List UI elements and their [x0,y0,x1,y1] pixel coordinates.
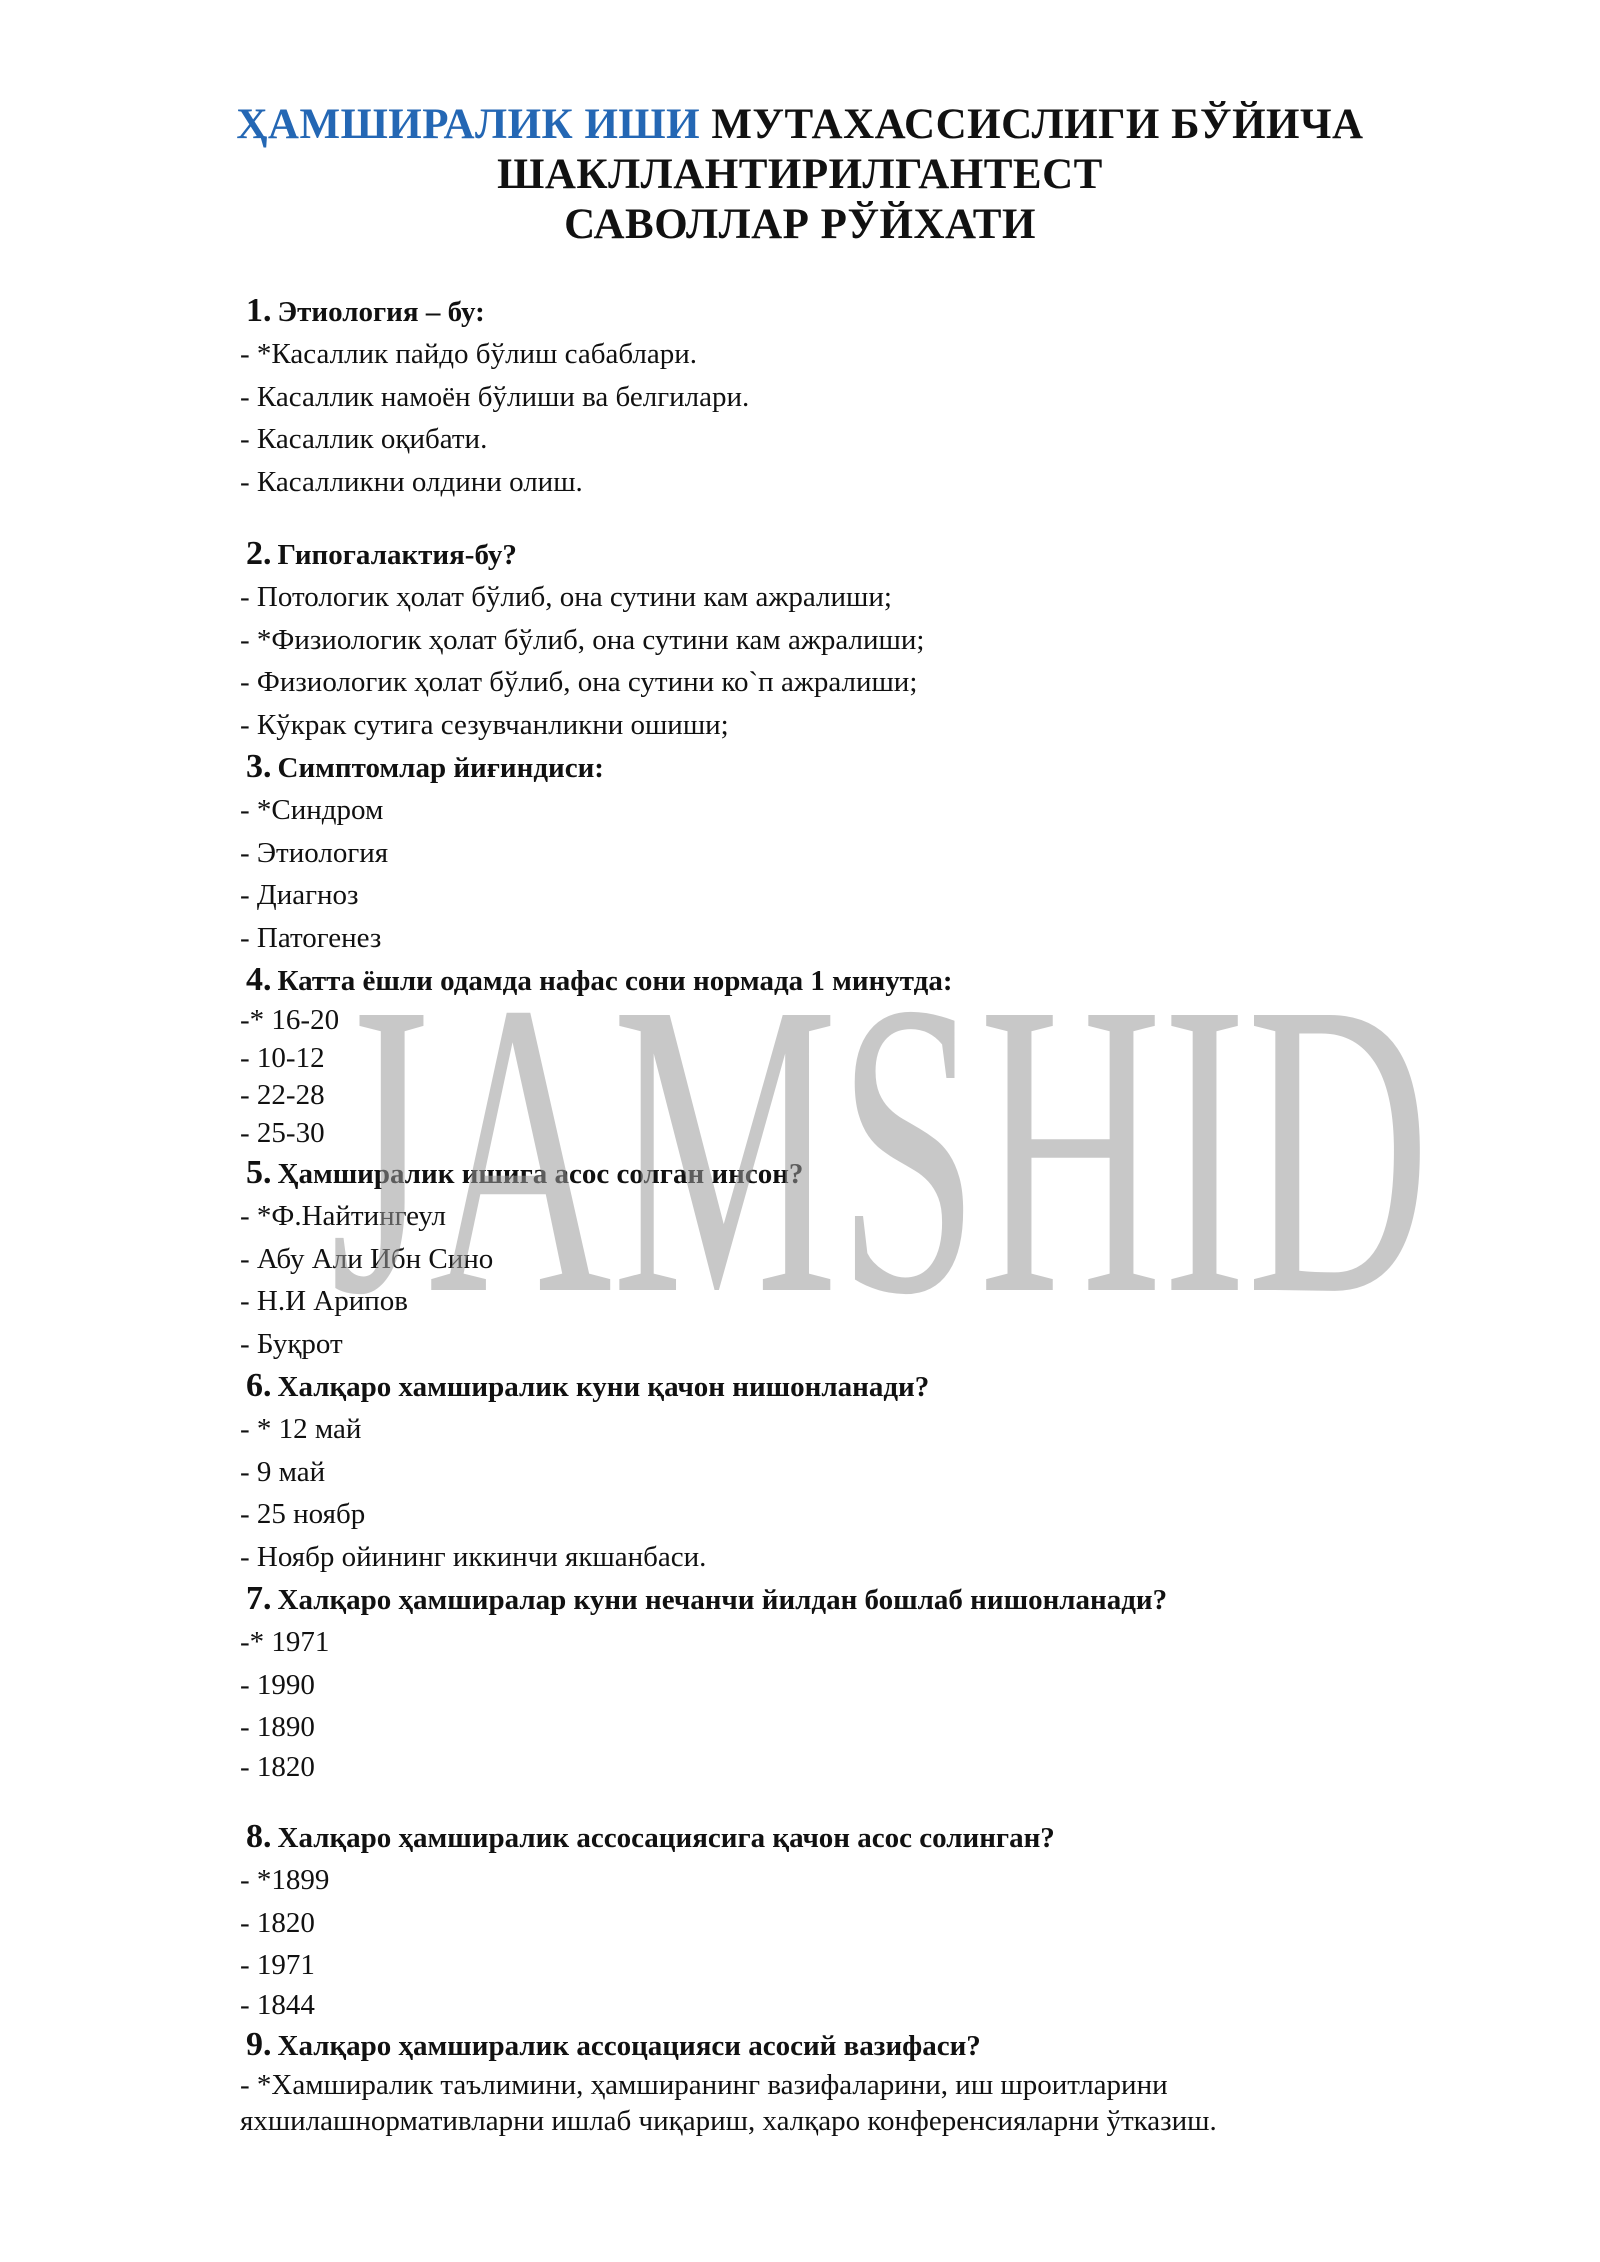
question-7 [240,1578,1420,1786]
title-line-1-rest: МУТАХАССИСЛИГИ БЎЙИЧА [700,101,1364,148]
answer-option: - 1890 [240,1711,315,1743]
answer-option: - Потологик ҳолат бўлиб, она сутини кам ажралиши; [240,581,892,613]
answer-option: - Касалликни олдини олиш. [240,465,583,498]
question-5 [240,1152,1420,1365]
question-text: Халқаро хамширалик куни қачон нишонланади? [277,1371,930,1403]
answer-option: - 1971 [240,1949,315,1981]
answer-option: - *1899 [240,1864,330,1896]
answer-option: - 22-28 [240,1079,325,1111]
question-heading [240,533,1420,576]
question-number: 1. [246,292,272,329]
question-text: Катта ёшли одамда нафас сони нормада 1 минутда: [277,965,953,997]
spacer [240,503,1420,533]
answer-option: -* 1971 [240,1626,330,1658]
question-text: Ҳамширалик ишига асос солган инсон? [277,1158,804,1190]
question-number: 4. [246,961,272,998]
question-heading [240,1816,1420,1859]
question-list [240,290,1420,2139]
question-number: 8. [246,1818,272,1855]
question-6 [240,1365,1420,1578]
question-number: 6. [246,1367,272,1404]
question-8 [240,1816,1420,2024]
answer-option: - 1844 [240,1988,315,2021]
question-heading [240,746,1420,789]
document-title [0,100,1600,250]
question-heading [240,2024,1420,2067]
question-number: 5. [246,1154,272,1191]
spacer [240,1786,1420,1816]
answer-option: - *Физиологик ҳолат бўлиб, она сутини кам ажралиши; [240,623,925,656]
question-text: Гипогалактия-бу? [277,539,517,571]
answer-option: - Физиологик ҳолат бўлиб, она сутини ко`п ажралиши; [240,666,918,698]
answer-option: - *Касаллик пайдо бўлиш сабаблари. [240,338,698,370]
question-heading [240,959,1420,1002]
answer-option: - Касаллик намоён бўлиши ва белгилари. [240,380,750,413]
answer-option: - * 12 май [240,1413,362,1445]
answer-option: - *Синдром [240,794,384,826]
title-line-1 [0,100,1600,150]
question-1 [240,290,1420,503]
answer-option: - 10-12 [240,1041,325,1074]
answer-option: - Этиология [240,836,389,869]
answer-option: - Патогенез [240,921,382,954]
question-heading [240,1365,1420,1408]
title-line-3: САВОЛЛАР РЎЙХАТИ [564,201,1036,248]
question-4 [240,959,1420,1152]
answer-option: - 25 ноябр [240,1498,366,1530]
title-accent: ҲАМШИРАЛИК ИШИ [236,101,701,148]
question-9 [240,2024,1420,2139]
question-heading [240,1152,1420,1195]
answer-option: - Диагноз [240,879,359,911]
question-heading [240,290,1420,333]
question-heading [240,1578,1420,1621]
answer-option: - Буқрот [240,1327,343,1360]
question-3 [240,746,1420,959]
question-text: Халқаро ҳамширалар куни нечанчи йилдан бошлаб нишонланади? [277,1584,1168,1616]
answer-option: - 25-30 [240,1116,325,1149]
answer-option: - Н.И Арипов [240,1285,408,1317]
answer-option: -* 16-20 [240,1004,340,1036]
question-text: Халқаро ҳамширалик ассоцацияси асосий вазифаси? [277,2030,981,2062]
answer-option: - 1990 [240,1668,315,1701]
question-text: Этиология – бу: [277,296,485,328]
title-line-2: ШАКЛЛАНТИРИЛГАНТЕСТ [497,151,1103,198]
question-number: 3. [246,748,272,785]
watermark-text: JAMSHID [330,975,1430,1315]
answer-option: - Касаллик оқибати. [240,423,488,455]
question-2 [240,533,1420,746]
question-number: 2. [246,535,272,572]
answer-option: - *Ф.Найтингеул [240,1200,446,1232]
answer-option: - 9 май [240,1455,326,1488]
question-text: Симптомлар йиғиндиси: [277,752,604,784]
answer-option: - Абу Али Ибн Сино [240,1242,494,1275]
question-number: 7. [246,1580,272,1617]
answer-option: - *Хамширалик таълимини, ҳамширанинг вазифаларини, иш шроитларини яхшилашнормативларни ишлаб чиқариш, халқаро конференсияларни ўтказиш. [240,2069,1217,2137]
question-number: 9. [246,2026,272,2063]
answer-option: - Кўкрак сутига сезувчанликни ошиши; [240,708,729,741]
answer-option: - 1820 [240,1750,315,1783]
answer-option: - 1820 [240,1906,315,1939]
answer-option: - Ноябр ойининг иккинчи якшанбаси. [240,1540,707,1573]
question-text: Халқаро ҳамширалик ассосациясига қачон асос солинган? [277,1822,1055,1854]
